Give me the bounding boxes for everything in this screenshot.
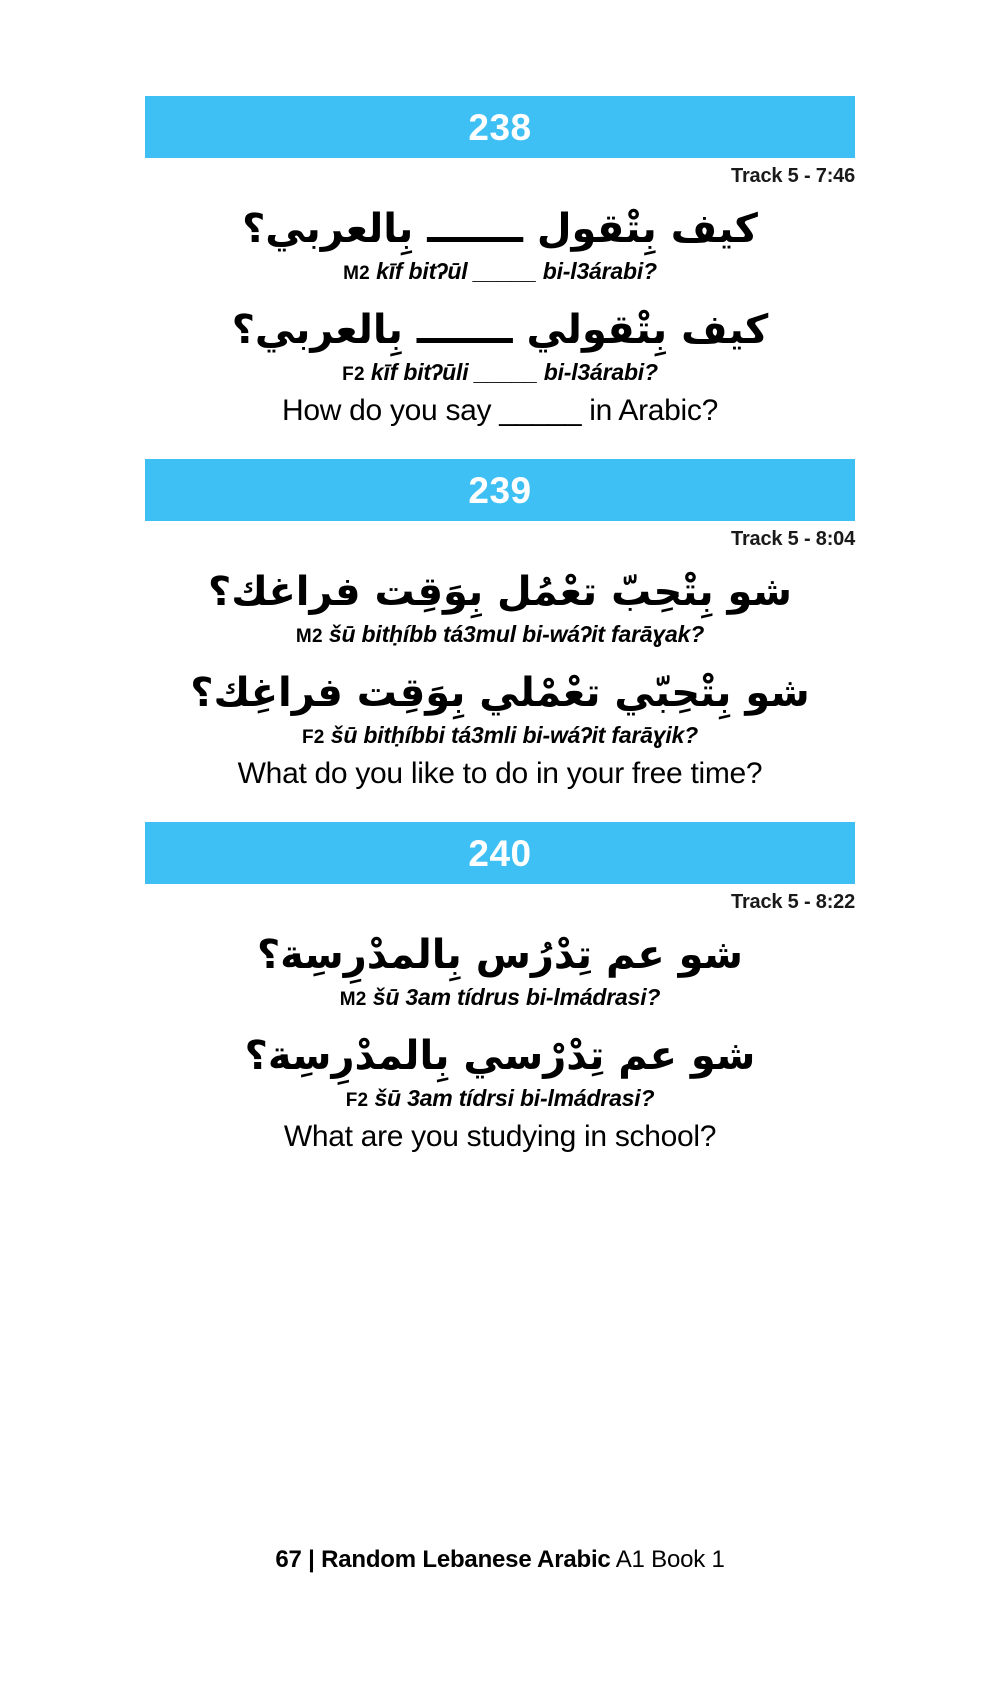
male-line-group [145, 928, 855, 1011]
entry-number: 240 [468, 832, 532, 874]
transliteration-female [145, 359, 855, 386]
entry-number: 238 [468, 106, 532, 148]
english-translation: How do you say _____ in Arabic? [282, 394, 718, 427]
female-line-group [145, 303, 855, 386]
phrase-entry [145, 822, 855, 1154]
speaker-label-female: F2 [342, 364, 365, 385]
male-line-group [145, 202, 855, 285]
female-line-group [145, 1029, 855, 1112]
female-line-group [145, 666, 855, 749]
transliteration-text-female: kīf bitʔūli _____ bi-l3árabi? [370, 359, 658, 385]
footer-book-edition: A1 Book 1 [610, 1546, 725, 1573]
arabic-text-female: شو بِتْحِبّي تعْمْلي بِوَقِت فراغِك؟ [190, 670, 810, 716]
speaker-label-female: F2 [345, 1090, 369, 1111]
entry-header [145, 96, 855, 158]
transliteration-male [145, 984, 855, 1011]
transliteration-text-male: šū 3am tídrus bi-lmádrasi? [372, 984, 661, 1010]
entry-number: 239 [468, 469, 532, 511]
entry-header [145, 822, 855, 884]
arabic-text-male: شو بِتْحِبّ تعْمُل بِوَقِت فراغك؟ [208, 569, 792, 615]
arabic-text-female: كيف بِتْقولي ـــــــ بِالعربي؟ [231, 307, 769, 353]
english-translation: What do you like to do in your free time? [237, 757, 763, 790]
footer-page-number: 67 [275, 1546, 302, 1573]
arabic-text-female: شو عم تِدْرْسي بِالمدْرِسِة؟ [244, 1033, 756, 1079]
speaker-label-female: F2 [301, 727, 325, 748]
speaker-label-male: M2 [343, 263, 370, 284]
page [0, 96, 1000, 1696]
speaker-label-male: M2 [339, 989, 367, 1010]
male-line-group [145, 565, 855, 648]
transliteration-text-female: šū 3am tídrsi bi-lmádrasi? [374, 1085, 655, 1111]
phrase-entry [145, 96, 855, 428]
transliteration-text-female: šū bitḥíbbi tá3mli bi-wáʔit farāɣik? [330, 722, 699, 748]
phrase-entry [145, 459, 855, 791]
transliteration-male [145, 258, 855, 285]
transliteration-male [145, 621, 855, 648]
transliteration-text-male: kīf bitʔūl _____ bi-l3árabi? [376, 258, 657, 284]
page-footer [0, 1546, 1000, 1574]
speaker-label-male: M2 [295, 626, 323, 647]
arabic-text-male: كيف بِتْقول ـــــــ بِالعربي؟ [242, 206, 758, 252]
footer-book-title: Random Lebanese Arabic [321, 1546, 611, 1573]
entry-header [145, 459, 855, 521]
track-reference: Track 5 - 7:46 [731, 165, 855, 187]
track-reference: Track 5 - 8:22 [731, 891, 855, 913]
transliteration-female [145, 722, 855, 749]
track-reference: Track 5 - 8:04 [731, 528, 855, 550]
transliteration-text-male: šū bitḥíbb tá3mul bi-wáʔit farāɣak? [328, 621, 705, 647]
transliteration-female [145, 1085, 855, 1112]
footer-separator: | [301, 1546, 322, 1573]
arabic-text-male: شو عم تِدْرُس بِالمدْرِسِة؟ [256, 932, 744, 978]
english-translation: What are you studying in school? [283, 1120, 717, 1153]
